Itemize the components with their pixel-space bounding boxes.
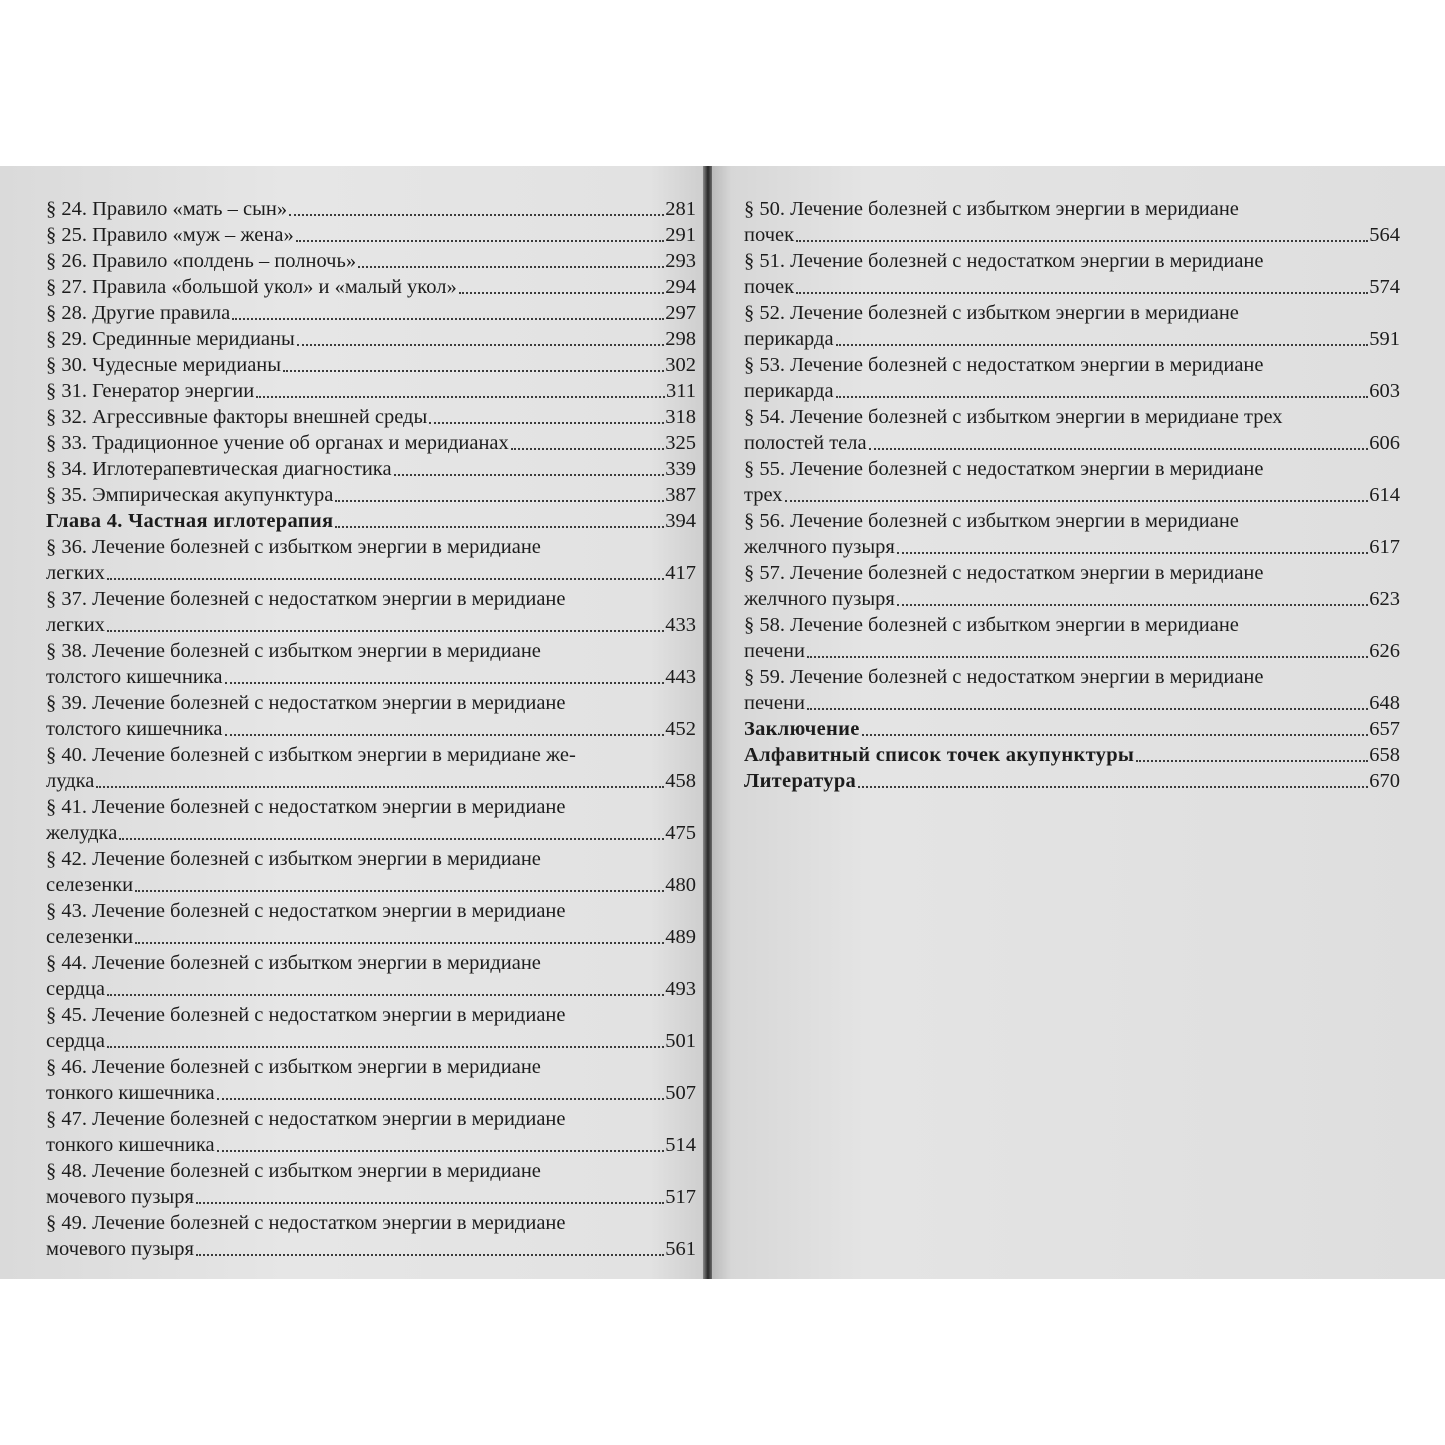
toc-entry-title: § 59. Лечение болезней с недостатком энергии в меридиане	[744, 666, 1264, 688]
toc-page-number: 297	[665, 302, 696, 324]
leader-dots	[459, 292, 665, 294]
toc-entry	[46, 482, 696, 508]
leader-dots	[897, 552, 1368, 554]
toc-entry-title: § 44. Лечение болезней с избытком энергии в меридиане	[46, 952, 541, 974]
toc-entry	[46, 1158, 696, 1210]
toc-entry-continuation: легких	[46, 614, 105, 636]
leader-dots	[836, 344, 1369, 346]
toc-entry-continuation: лудка	[46, 770, 95, 792]
leader-dots	[807, 656, 1368, 658]
leader-dots	[232, 318, 664, 320]
toc-page-number: 658	[1369, 744, 1400, 766]
toc-page-number: 394	[665, 510, 696, 532]
leader-dots	[96, 786, 664, 788]
leader-dots	[897, 604, 1368, 606]
toc-entry-title: Заключение	[744, 718, 860, 740]
toc-entry	[46, 300, 696, 326]
leader-dots	[107, 630, 664, 632]
toc-entry-continuation: селезенки	[46, 926, 134, 948]
toc-section-heading	[744, 742, 1400, 768]
toc-entry-title: § 41. Лечение болезней с недостатком энергии в меридиане	[46, 796, 566, 818]
toc-entry	[46, 1210, 696, 1262]
toc-entry-continuation: мочевого пузыря	[46, 1186, 194, 1208]
toc-page-number: 514	[665, 1134, 696, 1156]
toc-entry-title: § 28. Другие правила	[46, 302, 231, 324]
leader-dots	[429, 422, 664, 424]
toc-entry	[744, 196, 1400, 248]
leader-dots	[796, 240, 1368, 242]
toc-entry-title: § 58. Лечение болезней с избытком энергии в меридиане	[744, 614, 1239, 636]
leader-dots	[217, 1150, 665, 1152]
toc-entry-continuation: селезенки	[46, 874, 134, 896]
toc-entry-title: Глава 4. Частная иглотерапия	[46, 510, 334, 532]
toc-entry	[744, 300, 1400, 352]
toc-page-number: 507	[665, 1082, 696, 1104]
toc-entry-title: § 31. Генератор энергии	[46, 380, 255, 402]
leader-dots	[283, 370, 664, 372]
toc-page-number: 452	[665, 718, 696, 740]
leader-dots	[119, 838, 664, 840]
toc-entry-continuation: желчного пузыря	[744, 536, 895, 558]
toc-entry	[46, 430, 696, 456]
right-page-toc	[744, 196, 1400, 794]
leader-dots	[107, 578, 664, 580]
toc-entry	[46, 742, 696, 794]
toc-entry-title: § 43. Лечение болезней с недостатком энергии в меридиане	[46, 900, 566, 922]
toc-section-heading	[744, 716, 1400, 742]
toc-entry-title: Алфавитный список точек акупунктуры	[744, 744, 1135, 766]
toc-entry-title: Литература	[744, 770, 857, 792]
toc-entry	[46, 1002, 696, 1054]
toc-entry	[46, 690, 696, 742]
leader-dots	[511, 448, 664, 450]
toc-entry-title: § 33. Традиционное учение об органах и меридианах	[46, 432, 509, 454]
leader-dots	[297, 344, 664, 346]
toc-entry-title: § 32. Агрессивные факторы внешней среды	[46, 406, 428, 428]
toc-entry-title: § 29. Срединные меридианы	[46, 328, 295, 350]
toc-page-number: 591	[1369, 328, 1400, 350]
toc-entry	[46, 794, 696, 846]
toc-page-number: 501	[665, 1030, 696, 1052]
toc-page-number: 293	[665, 250, 696, 272]
toc-page-number: 603	[1369, 380, 1400, 402]
toc-page-number: 475	[665, 822, 696, 844]
toc-entry-title: § 47. Лечение болезней с недостатком энергии в меридиане	[46, 1108, 566, 1130]
toc-page-number: 623	[1369, 588, 1400, 610]
leader-dots	[335, 526, 664, 528]
toc-entry	[46, 846, 696, 898]
leader-dots	[217, 1098, 665, 1100]
leader-dots	[225, 682, 665, 684]
toc-page-number: 302	[665, 354, 696, 376]
toc-page-number: 648	[1369, 692, 1400, 714]
toc-entry-continuation: сердца	[46, 978, 105, 1000]
leader-dots	[107, 1046, 664, 1048]
toc-entry-title: § 27. Правила «большой укол» и «малый укол»	[46, 276, 457, 298]
toc-section-heading	[744, 768, 1400, 794]
toc-entry-title: § 51. Лечение болезней с недостатком энергии в меридиане	[744, 250, 1264, 272]
toc-entry-continuation: почек	[744, 224, 795, 246]
toc-entry-title: § 57. Лечение болезней с недостатком энергии в меридиане	[744, 562, 1264, 584]
leader-dots	[836, 396, 1369, 398]
toc-entry-continuation: желудка	[46, 822, 118, 844]
toc-entry	[46, 404, 696, 430]
toc-entry-title: § 26. Правило «полдень – полночь»	[46, 250, 357, 272]
book-gutter	[703, 166, 712, 1279]
toc-entry-continuation: перикарда	[744, 328, 834, 350]
toc-entry	[46, 222, 696, 248]
toc-entry	[46, 898, 696, 950]
toc-entry-title: § 53. Лечение болезней с недостатком энергии в меридиане	[744, 354, 1264, 376]
toc-entry	[46, 456, 696, 482]
leader-dots	[289, 214, 664, 216]
toc-entry-continuation: трех	[744, 484, 783, 506]
toc-entry-title: § 35. Эмпирическая акупунктура	[46, 484, 334, 506]
toc-entry-title: § 50. Лечение болезней с избытком энергии в меридиане	[744, 198, 1239, 220]
toc-entry-title: § 52. Лечение болезней с избытком энергии в меридиане	[744, 302, 1239, 324]
toc-page-number: 443	[665, 666, 696, 688]
toc-page-number: 606	[1369, 432, 1400, 454]
toc-entry-continuation: тонкого кишечника	[46, 1082, 215, 1104]
toc-entry-title: § 36. Лечение болезней с избытком энергии в меридиане	[46, 536, 541, 558]
toc-entry-title: § 55. Лечение болезней с недостатком энергии в меридиане	[744, 458, 1264, 480]
toc-page-number: 561	[665, 1238, 696, 1260]
toc-entry-continuation: мочевого пузыря	[46, 1238, 194, 1260]
toc-entry	[744, 612, 1400, 664]
toc-page-number: 626	[1369, 640, 1400, 662]
toc-chapter-heading	[46, 508, 696, 534]
toc-page-number: 325	[665, 432, 696, 454]
toc-page-number: 489	[665, 926, 696, 948]
toc-page-number: 294	[665, 276, 696, 298]
toc-entry-title: § 54. Лечение болезней с избытком энергии в меридиане трех	[744, 406, 1283, 428]
toc-entry	[46, 534, 696, 586]
toc-entry	[744, 508, 1400, 560]
toc-entry	[46, 378, 696, 404]
leader-dots	[296, 240, 665, 242]
toc-entry-title: § 37. Лечение болезней с недостатком энергии в меридиане	[46, 588, 566, 610]
leader-dots	[107, 994, 664, 996]
leader-dots	[796, 292, 1368, 294]
toc-page-number: 517	[665, 1186, 696, 1208]
toc-entry-title: § 56. Лечение болезней с избытком энергии в меридиане	[744, 510, 1239, 532]
leader-dots	[196, 1202, 664, 1204]
toc-entry	[744, 248, 1400, 300]
toc-page-number: 480	[665, 874, 696, 896]
toc-entry	[46, 950, 696, 1002]
toc-entry-continuation: толстого кишечника	[46, 718, 223, 740]
leader-dots	[358, 266, 664, 268]
toc-entry-continuation: печени	[744, 692, 805, 714]
toc-entry-continuation: перикарда	[744, 380, 834, 402]
toc-entry	[46, 352, 696, 378]
toc-entry-title: § 40. Лечение болезней с избытком энергии в меридиане же-	[46, 744, 576, 766]
toc-entry-continuation: почек	[744, 276, 795, 298]
toc-entry-title: § 24. Правило «мать – сын»	[46, 198, 288, 220]
toc-entry	[744, 560, 1400, 612]
toc-page-number: 339	[665, 458, 696, 480]
toc-page-number: 433	[665, 614, 696, 636]
toc-page-number: 617	[1369, 536, 1400, 558]
leader-dots	[869, 448, 1369, 450]
toc-page-number: 417	[665, 562, 696, 584]
toc-entry	[46, 248, 696, 274]
toc-entry	[46, 638, 696, 690]
toc-page-number: 493	[665, 978, 696, 1000]
toc-page-number: 458	[665, 770, 696, 792]
toc-entry	[744, 456, 1400, 508]
left-page-toc	[46, 196, 696, 1262]
toc-entry-title: § 25. Правило «муж – жена»	[46, 224, 294, 246]
toc-page-number: 281	[665, 198, 696, 220]
toc-entry	[744, 404, 1400, 456]
leader-dots	[135, 942, 664, 944]
toc-page-number: 311	[666, 380, 696, 402]
leader-dots	[335, 500, 664, 502]
leader-dots	[394, 474, 665, 476]
toc-page-number: 387	[665, 484, 696, 506]
leader-dots	[196, 1254, 664, 1256]
leader-dots	[225, 734, 665, 736]
toc-page-number: 564	[1369, 224, 1400, 246]
leader-dots	[858, 786, 1368, 788]
toc-entry-continuation: сердца	[46, 1030, 105, 1052]
leader-dots	[785, 500, 1369, 502]
toc-entry-title: § 38. Лечение болезней с избытком энергии в меридиане	[46, 640, 541, 662]
toc-page-number: 574	[1369, 276, 1400, 298]
toc-page-number: 291	[665, 224, 696, 246]
toc-entry-continuation: печени	[744, 640, 805, 662]
toc-entry-title: § 39. Лечение болезней с недостатком энергии в меридиане	[46, 692, 566, 714]
leader-dots	[1136, 760, 1368, 762]
toc-entry-title: § 46. Лечение болезней с избытком энергии в меридиане	[46, 1056, 541, 1078]
toc-entry-continuation: желчного пузыря	[744, 588, 895, 610]
leader-dots	[862, 734, 1369, 736]
toc-entry-title: § 48. Лечение болезней с избытком энергии в меридиане	[46, 1160, 541, 1182]
leader-dots	[807, 708, 1368, 710]
toc-page-number: 614	[1369, 484, 1400, 506]
toc-entry	[46, 326, 696, 352]
toc-entry-title: § 42. Лечение болезней с избытком энергии в меридиане	[46, 848, 541, 870]
toc-page-number: 670	[1369, 770, 1400, 792]
leader-dots	[256, 396, 665, 398]
toc-entry	[46, 274, 696, 300]
toc-page-number: 298	[665, 328, 696, 350]
toc-entry	[744, 352, 1400, 404]
toc-entry	[46, 196, 696, 222]
toc-entry-title: § 30. Чудесные меридианы	[46, 354, 282, 376]
toc-page-number: 318	[665, 406, 696, 428]
leader-dots	[135, 890, 664, 892]
toc-entry	[744, 664, 1400, 716]
toc-page-number: 657	[1369, 718, 1400, 740]
toc-entry	[46, 586, 696, 638]
toc-entry-title: § 49. Лечение болезней с недостатком энергии в меридиане	[46, 1212, 566, 1234]
toc-entry-title: § 34. Иглотерапевтическая диагностика	[46, 458, 392, 480]
toc-entry-continuation: тонкого кишечника	[46, 1134, 215, 1156]
toc-entry-continuation: полостей тела	[744, 432, 867, 454]
toc-entry-title: § 45. Лечение болезней с недостатком энергии в меридиане	[46, 1004, 566, 1026]
toc-entry-continuation: легких	[46, 562, 105, 584]
toc-entry	[46, 1054, 696, 1106]
toc-entry-continuation: толстого кишечника	[46, 666, 223, 688]
toc-entry	[46, 1106, 696, 1158]
